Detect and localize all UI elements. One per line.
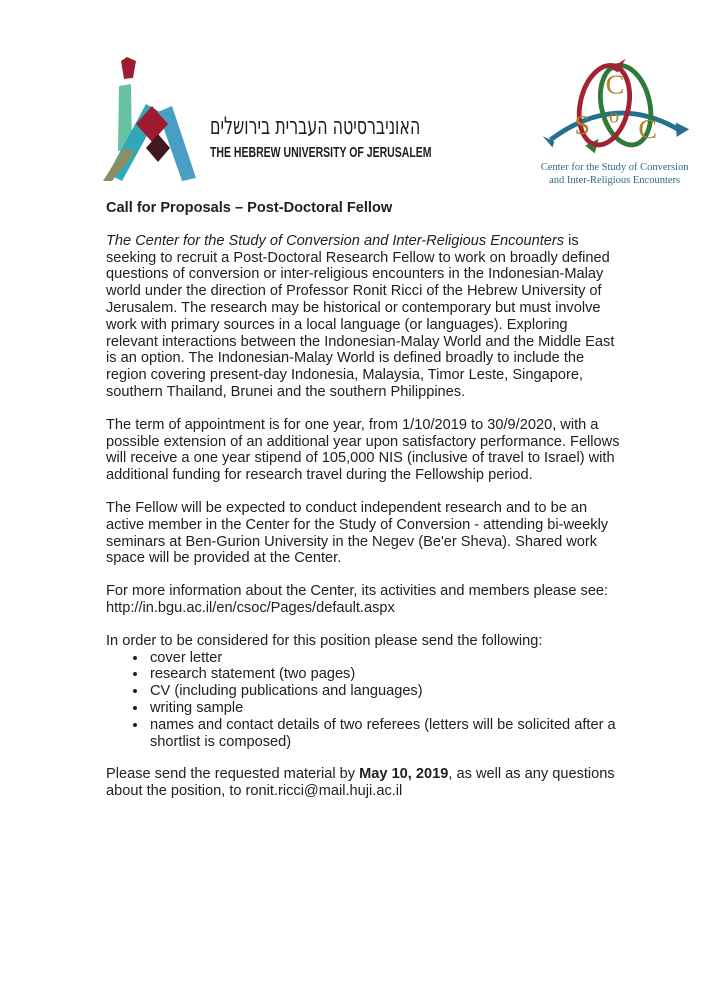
csoc-caption [541, 162, 689, 187]
csoc-letter-o: o [608, 105, 619, 128]
list-item-referees: • names and contact details of two referees (letters will be solicited after a shortlist is composed) [148, 717, 621, 751]
csoc-triquetra-icon [540, 57, 690, 161]
closing-text-post: , as well as any questions about the position, to ronit.ricci@mail.huji.ac.il [106, 766, 615, 800]
closing-text-pre: Please send the requested material by [106, 766, 360, 783]
hebrew-university-torch-icon [100, 57, 196, 181]
paragraph-intro-rest: is seeking to recruit a Post-Doctoral Research Fellow to work on broadly defined questions of conversion or inter-religious encounters in the Indonesian-Malay world under the direction of Professor Ronit Ricci of the Hebrew University of Jerusalem. The research may be historical or contemporary but must involve work with primary sources in a local language (or languages). Exploring relevant interactions between the Indonesian-Malay World and the Middle East is an option. The Indonesian-Malay World is defined broadly to include the region covering present-day Indonesia, Malaysia, Timor Leste, Singapore, southern Thailand, Brunei and the southern Philippines. [106, 232, 615, 400]
csoc-logo [529, 57, 701, 187]
more-info-text: For more information about the Center, its activities and members please see: [106, 583, 609, 600]
list-item-writing-sample: • writing sample [148, 700, 621, 717]
csoc-letter-c-top: C [605, 69, 624, 101]
paragraph-expectations: The Fellow will be expected to conduct independent research and to be an active member in the Center for the Study of Conversion - attending bi-weekly seminars at Ben-Gurion University in the Negev (Be'er Sheva). Shared work space will be provided at the Center. [106, 499, 609, 567]
document-body [0, 200, 707, 800]
paragraph-term: The term of appointment is for one year, from 1/10/2019 to 30/9/2020, with a possible extension of an additional year upon satisfactory performance. Fellows will receive a one year stipend of 105,000 NIS (inclusive of travel to Israel) with additional funding for research travel during the Fellowship period. [106, 416, 620, 484]
paragraph-more-info [106, 583, 621, 617]
page-title: Call for Proposals – Post-Doctoral Fellow [106, 200, 393, 216]
list-item-research-statement: • research statement (two pages) [148, 666, 621, 683]
application-materials-list [106, 650, 621, 751]
deadline-date: May 10, 2019 [359, 766, 449, 783]
center-name-italic: The Center for the Study of Conversion and Inter-Religious Encounters [106, 232, 565, 249]
list-item-cv: • CV (including publications and languages) [148, 683, 621, 700]
huji-hebrew-name: האוניברסיטה העברית בירושלים [210, 112, 421, 141]
list-intro: In order to be considered for this position please send the following: [106, 632, 543, 649]
csoc-letter-c-right: C [638, 113, 657, 145]
masthead [0, 0, 707, 188]
center-url: http://in.bgu.ac.il/en/csoc/Pages/default.aspx [106, 599, 395, 616]
paragraph-closing [106, 766, 621, 800]
csoc-letter-s: S [574, 110, 590, 142]
paragraph-intro [106, 233, 621, 401]
hebrew-university-logo [100, 57, 529, 181]
huji-english-name: THE HEBREW UNIVERSITY OF JERUSALEM [210, 144, 432, 161]
csoc-caption-line2: and Inter-Religious Encounters [549, 174, 681, 186]
hebrew-university-wordmark [210, 112, 529, 161]
list-item-cover-letter: • cover letter [148, 650, 621, 667]
csoc-caption-line1: Center for the Study of Conversion [540, 162, 689, 173]
